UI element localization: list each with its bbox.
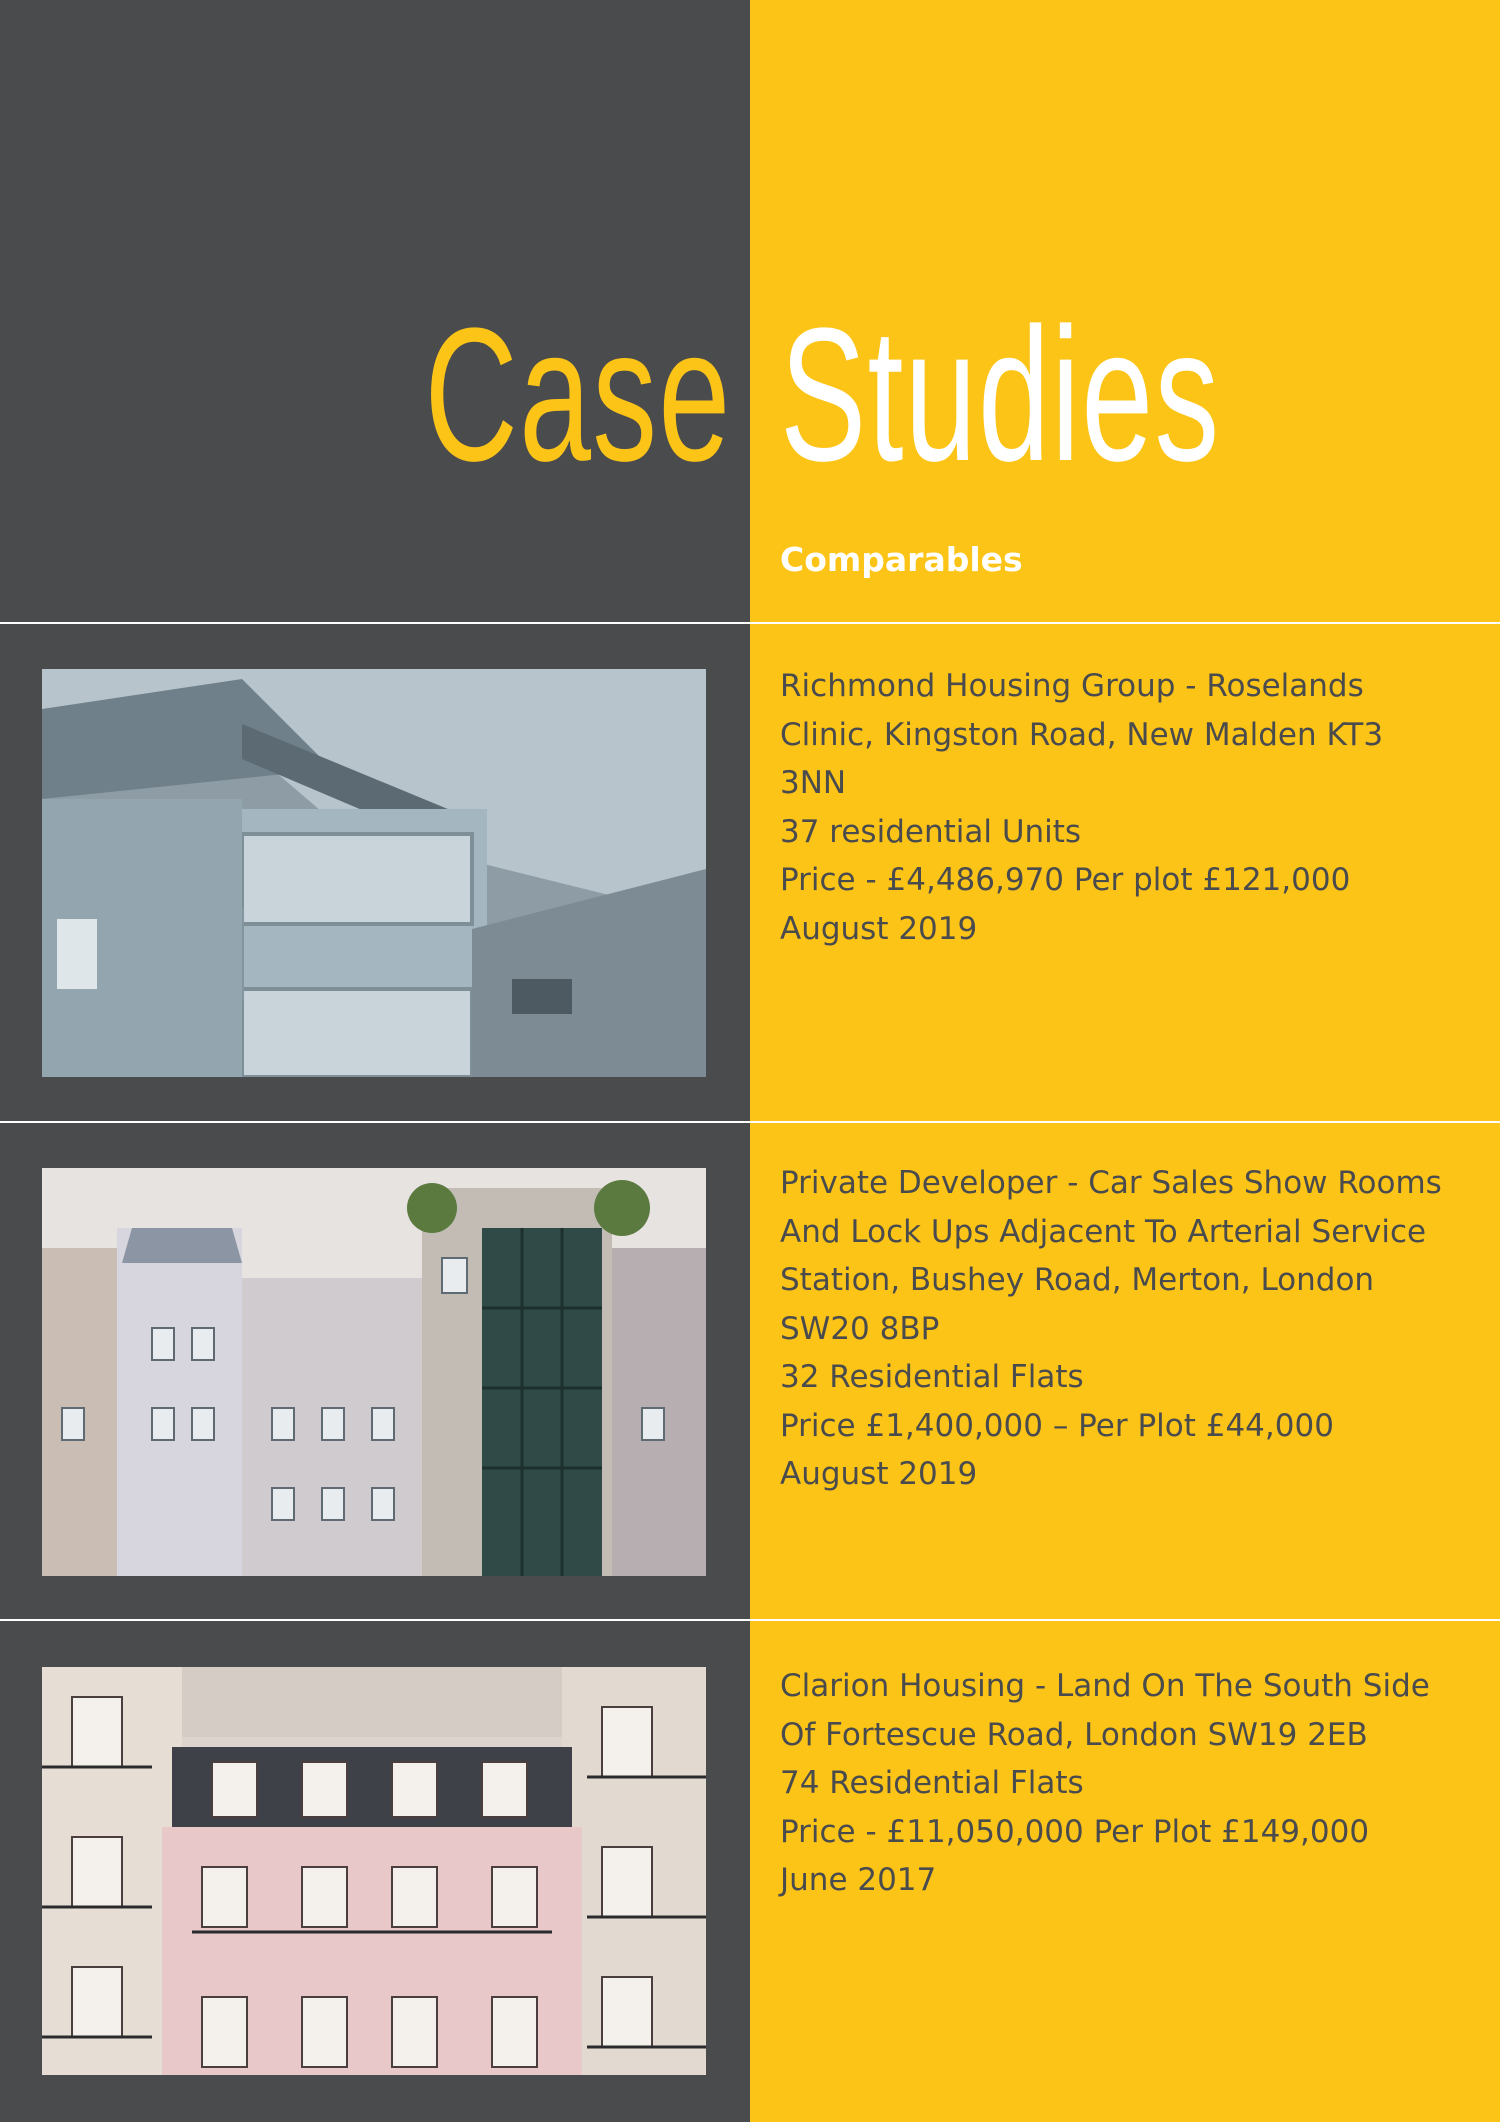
title-case: Case xyxy=(424,289,732,501)
title-studies: Studies xyxy=(780,289,1221,501)
subtitle-comparables: Comparables xyxy=(780,540,1023,579)
divider xyxy=(0,1121,1500,1123)
study-line: Price - £4,486,970 Per plot £121,000 xyxy=(780,862,1351,898)
study-line: 3NN xyxy=(780,765,847,801)
modern-apartment-photo xyxy=(42,669,706,1077)
study-line: 32 Residential Flats xyxy=(780,1359,1084,1395)
divider xyxy=(0,622,1500,624)
parisian-building-photo xyxy=(42,1667,706,2075)
divider xyxy=(0,1619,1500,1621)
study-line: Richmond Housing Group - Roselands xyxy=(780,668,1364,704)
study-line: 37 residential Units xyxy=(780,813,1082,850)
study-line: Station, Bushey Road, Merton, London xyxy=(780,1262,1375,1298)
study-line: Of Fortescue Road, London SW19 2EB xyxy=(780,1716,1368,1753)
study-line: Price £1,400,000 – Per Plot £44,000 xyxy=(780,1407,1334,1444)
study-line: 74 Residential Flats xyxy=(780,1765,1084,1801)
study-line: June 2017 xyxy=(780,1862,937,1898)
study-2-text xyxy=(780,1159,1480,1499)
study-line: Clarion Housing - Land On The South Side xyxy=(780,1668,1430,1704)
study-line: Clinic, Kingston Road, New Malden KT3 xyxy=(780,716,1384,753)
study-line: Price - £11,050,000 Per Plot £149,000 xyxy=(780,1813,1370,1850)
study-3-text xyxy=(780,1662,1480,1905)
study-line: August 2019 xyxy=(780,1456,978,1492)
study-line: Private Developer - Car Sales Show Rooms xyxy=(780,1165,1442,1201)
city-facade-photo xyxy=(42,1168,706,1576)
study-line: SW20 8BP xyxy=(780,1310,940,1347)
study-1-text xyxy=(780,662,1480,953)
study-line: And Lock Ups Adjacent To Arterial Service xyxy=(780,1213,1427,1250)
study-line: August 2019 xyxy=(780,910,978,947)
